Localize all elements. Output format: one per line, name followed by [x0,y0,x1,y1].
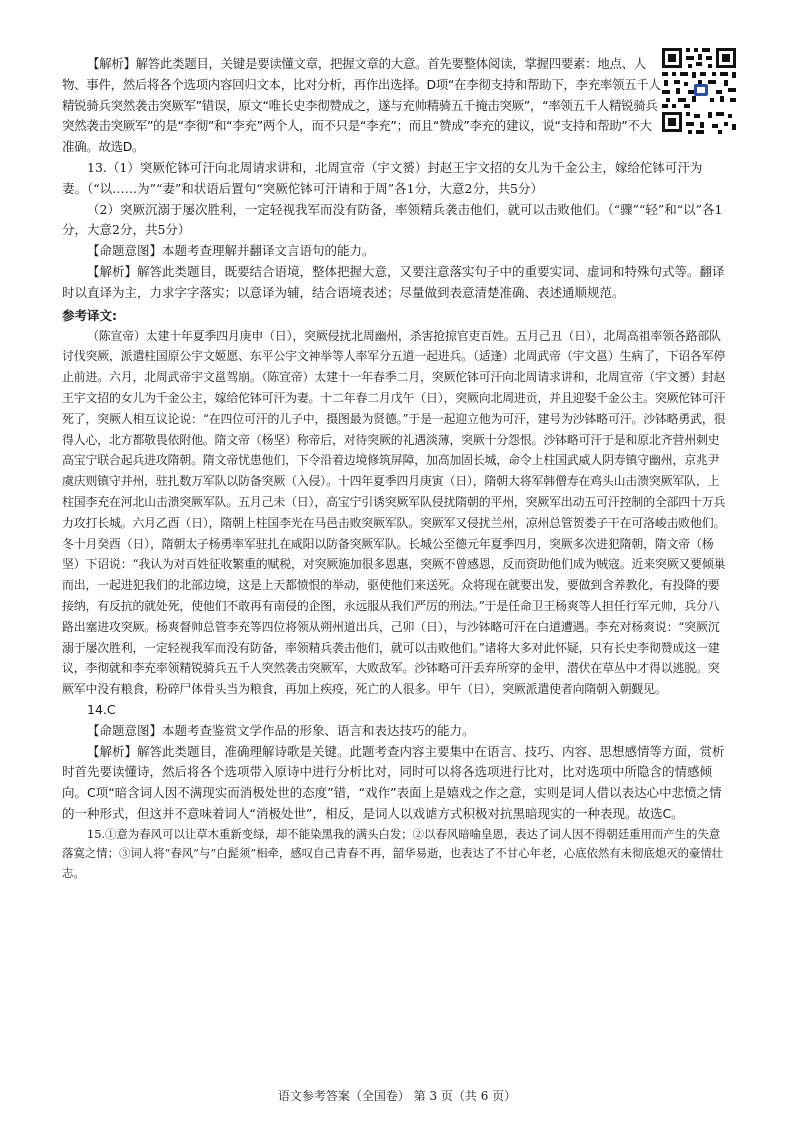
translation-text: （陈宣帝）太建十年夏季四月庚申（日），突厥侵扰北周幽州，杀害抢掠官吏百姓。五月己丑（日），北周高祖率领各路部队讨伐突厥，派遣柱国原公宇文姬愿、东平公宇文神举等人率军分五道一起进兵。（适逢）北周武帝（宇文邕）生病了，下诏各军停止前进。六月，北周武帝宇文邕驾崩。（陈宣帝）太建十一年春季二月，突厥佗钵可汗向北周请求讲和，北周宣帝（宇文赟）封赵王宇文招的女儿为千金公主，嫁给佗钵可汗为妻。十二年春二月戊午（日），突厥向北周进贡，并且迎娶千金公主。突厥佗钵可汗死了，突厥人相互议论说：“在四位可汗的儿子中，摄图最为贤德。”于是一起迎立他为可汗，建号为沙钵略可汗。沙钵略勇武，很得人心，北方都敬畏依附他。隋文帝（杨坚）称帝后，对待突厥的礼遇淡薄，突厥十分怨恨。沙钵略可汗于是和原北齐营州刺史高宝宁联合起兵进攻隋朝。隋文帝忧患他们，下令沿着边境修筑屏障，加高加固长城，命令上柱国武威人阴寿镇守幽州，京兆尹虞庆则镇守并州，驻扎数万军队以防备突厥（入侵）。十四年夏季四月庚寅（日），隋朝大将军韩僧寿在鸡头山击溃突厥军队，上柱国李充在河北山击溃突厥军队。五月己未（日），高宝宁引诱突厥军队侵扰隋朝的平州，突厥军出动五可汗控制的全部四十万兵力攻打长城。六月乙酉（日），隋朝上柱国李光在马邑击败突厥军队。突厥军又侵扰兰州，凉州总管贺娄子干在可洛峻击败他们。冬十月癸酉（日），隋朝太子杨勇率军驻扎在咸阳以防备突厥军队。长城公至德元年夏季四月，突厥多次进犯隋朝，隋文帝（杨坚）下诏说：“我认为对百姓征收繁重的赋税，对突厥施加很多恩惠，突厥不曾感恩，反而资助他们成为贼寇。近来突厥又要倾巢而出，一起进犯我们的北部边境，这是上天都愤恨的举动，驱使他们来送死。众将现在就要出发，要做到含养教化，有投降的要接纳，有反抗的就处死，使他们不敢再有南侵的企图，永远服从我们严厉的刑法。”于是任命卫王杨爽等人担任行军元帅，兵分八路出塞进攻突厥。杨爽督帅总管李充等四位将领从朔州道出兵，己卯（日），与沙钵略可汗在白道遭遇。李充对杨爽说：“突厥沉溺于屡次胜利，一定轻视我军而没有防备，率领精兵袭击他们，就可以击败他们。”诸将大多对此怀疑，只有长史李彻赞成这一建议，李彻就和李充率领精锐骑兵五千人突然袭击突厥军，大败敌军。沙钵略可汗丢弃所穿的金甲，潜伏在草丛中才得以逃脱。突厥军中没有粮食，粉碎尸体骨头当为粮食，再加上疾疫，死亡的人很多。甲午（日），突厥派遣使者向隋朝入朝觐见。 [62,328,726,697]
analysis-14: 【解析】解答此类题目，准确理解诗歌是关键。此题考查内容主要集中在语言、技巧、内容、思想感情等方面，赏析时首先要读懂诗，然后将各个选项带入原诗中进行分析比对，同时可以将各选项进行比对，比对选项中所隐含的情感倾向。C项“暗含词人因不满现实而消极处世的态度”错，“戏作”表面上是嬉戏之作之意，实则是词人借以表达心中悲愤之情的一种形式，但这并不意味着词人“消极处世”，相反，是词人以戏谑方式积极对抗黑暗现实的一种表现。故选C。 [62,743,725,821]
answer-13-2: （2）突厥沉溺于屡次胜利，一定轻视我军而没有防备，率领精兵袭击他们，就可以击败他们。（“骤”“轻”和“以”各1分，大意2分，共5分） [62,201,723,238]
page-footer: 语文参考答案（全国卷） 第 3 页（共 6 页） [277,1089,517,1103]
analysis-13: 【解析】解答此类题目，既要结合语境，整体把握大意，又要注意落实句子中的重要实词、虚词和特殊句式等。翻译时以直译为主，力求字字落实；以意译为辅，结合语境表述；尽量做到表意清楚准确、表述通顺规范。 [62,263,725,300]
analysis-paragraph-12: 【解析】解答此类题目，关键是要读懂文章，把握文章的大意。首先要整体阅读，掌握四要素：地点、人物、事件，然后将各个选项内容回归文本，比对分析，再作出选择。D项“在李彻支持和帮助下，李充率领五千人精锐骑兵突然袭击突厥军”错误，原文“唯长史李彻赞成之，遂与充帅精骑五千掩击突厥”，“率领五千人精锐骑兵突然袭击突厥军”的是“李彻”和“李充”两个人，而不只是“李充”；而且“赞成”李充的建议，说“支持和帮助”不大准确。故选D。 [62,56,661,155]
answer-content [62,54,726,883]
intent-14: 【命题意图】本题考查鉴赏文学作品的形象、语言和表达技巧的能力。 [87,722,475,738]
answer-15: 15.①意为春风可以让草木重新变绿，却不能染黑我的满头白发；②以春风暗喻皇恩，表达了词人因不得朝廷重用而产生的失意落寞之情；③词人将“春风”与“白髭须”相牵，感叹自己青春不再，韶华易逝，也表达了不甘心年老，心底依然有未彻底熄灭的豪情壮志。 [62,826,724,880]
answer-14: 14.C [87,701,116,717]
answer-13-1: 13.（1）突厥佗钵可汗向北周请求讲和，北周宣帝（宇文赟）封赵王宇文招的女儿为千金公主，嫁给佗钵可汗为妻。（“以……为”“妻”和状语后置句“突厥佗钵可汗请和于周”各1分，大意2分，共5分） [62,159,703,196]
translation-heading: 参考译文: [62,307,117,323]
intent-13: 【命题意图】本题考查理解并翻译文言语句的能力。 [87,243,375,259]
